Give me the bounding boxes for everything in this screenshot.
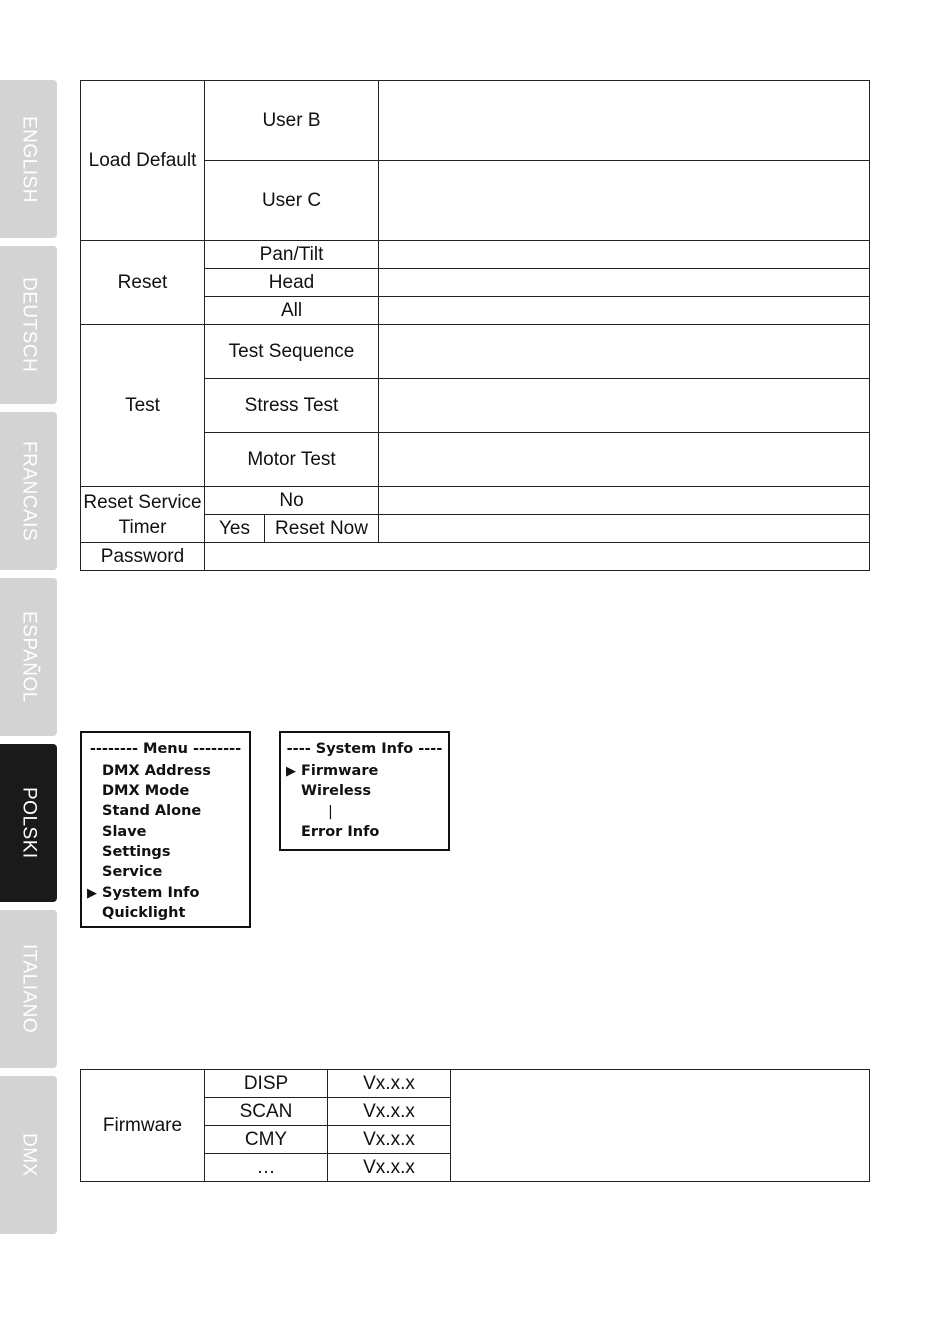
menu-screen	[80, 731, 251, 928]
menu-item-slave: Slave	[102, 824, 147, 840]
tab-label: DMX	[18, 1133, 40, 1177]
menu-item-dmx-address: DMX Address	[102, 763, 211, 779]
row-label-test: Test	[81, 325, 205, 487]
option-head: Head	[205, 269, 379, 297]
menu-item-service: Service	[102, 864, 163, 880]
table-row	[81, 325, 870, 379]
tab-label: ESPAÑOL	[18, 611, 40, 703]
tab-italiano[interactable]	[0, 910, 57, 1068]
option-user-c: User C	[205, 161, 379, 241]
table-row	[81, 81, 870, 161]
option-reset-now: Reset Now	[265, 515, 379, 543]
description-cell	[379, 81, 870, 161]
firmware-table	[80, 1069, 870, 1182]
option-test-sequence: Test Sequence	[205, 325, 379, 379]
menu-item-settings: Settings	[102, 844, 171, 860]
tab-label: POLSKI	[18, 787, 40, 859]
option-no: No	[205, 487, 379, 515]
menu-item-quicklight: Quicklight	[102, 905, 186, 921]
firmware-version: Vx.x.x	[328, 1070, 451, 1098]
option-all: All	[205, 297, 379, 325]
menu-item-system-info: System Info	[102, 885, 200, 901]
firmware-version: Vx.x.x	[328, 1154, 451, 1182]
system-info-item-firmware: Firmware	[301, 763, 379, 779]
table-row	[81, 487, 870, 515]
firmware-version: Vx.x.x	[328, 1126, 451, 1154]
service-table	[80, 80, 870, 571]
option-yes: Yes	[205, 515, 265, 543]
cursor-arrow-icon: ▶	[87, 886, 97, 901]
label-line: Reset Service	[83, 491, 202, 513]
menu-item-dmx-mode: DMX Mode	[102, 783, 190, 799]
description-cell	[379, 241, 870, 269]
option-stress-test: Stress Test	[205, 379, 379, 433]
firmware-name: CMY	[205, 1126, 328, 1154]
option-user-b: User B	[205, 81, 379, 161]
table-row	[81, 241, 870, 269]
tab-label: ENGLISH	[18, 115, 40, 203]
description-cell	[379, 433, 870, 487]
menu-item-stand-alone: Stand Alone	[102, 803, 202, 819]
system-info-item-wireless: Wireless	[301, 783, 372, 799]
description-cell	[379, 487, 870, 515]
tab-label: FRANCAIS	[18, 440, 40, 542]
tab-deutsch[interactable]	[0, 246, 57, 404]
row-label-firmware: Firmware	[81, 1070, 205, 1182]
firmware-name: DISP	[205, 1070, 328, 1098]
firmware-name: …	[205, 1154, 328, 1182]
row-label-load-default: Load Default	[81, 81, 205, 241]
option-motor-test: Motor Test	[205, 433, 379, 487]
table-row	[81, 543, 870, 571]
description-cell	[379, 269, 870, 297]
password-cell	[205, 543, 870, 571]
description-cell	[379, 325, 870, 379]
description-cell	[379, 297, 870, 325]
tab-espanol[interactable]	[0, 578, 57, 736]
cursor-arrow-icon: ▶	[286, 764, 296, 779]
description-cell	[451, 1070, 870, 1182]
firmware-name: SCAN	[205, 1098, 328, 1126]
system-info-title: ---- System Info ----	[286, 741, 443, 757]
description-cell	[379, 379, 870, 433]
description-cell	[379, 161, 870, 241]
system-info-item-error-info: Error Info	[301, 824, 380, 840]
tab-label: ITALIANO	[18, 944, 40, 1034]
tab-dmx[interactable]	[0, 1076, 57, 1234]
tab-label: DEUTSCH	[18, 277, 40, 373]
option-pan-tilt: Pan/Tilt	[205, 241, 379, 269]
tab-english[interactable]	[0, 80, 57, 238]
row-label-password: Password	[81, 543, 205, 571]
row-label-reset: Reset	[81, 241, 205, 325]
table-row	[81, 1070, 870, 1098]
firmware-version: Vx.x.x	[328, 1098, 451, 1126]
label-line: Timer	[118, 516, 167, 538]
system-info-separator: |	[328, 804, 333, 820]
row-label-reset-service-timer	[81, 487, 205, 543]
menu-title: -------- Menu --------	[89, 741, 242, 757]
tab-polski[interactable]	[0, 744, 57, 902]
tab-francais[interactable]	[0, 412, 57, 570]
description-cell	[379, 515, 870, 543]
system-info-screen	[279, 731, 450, 851]
